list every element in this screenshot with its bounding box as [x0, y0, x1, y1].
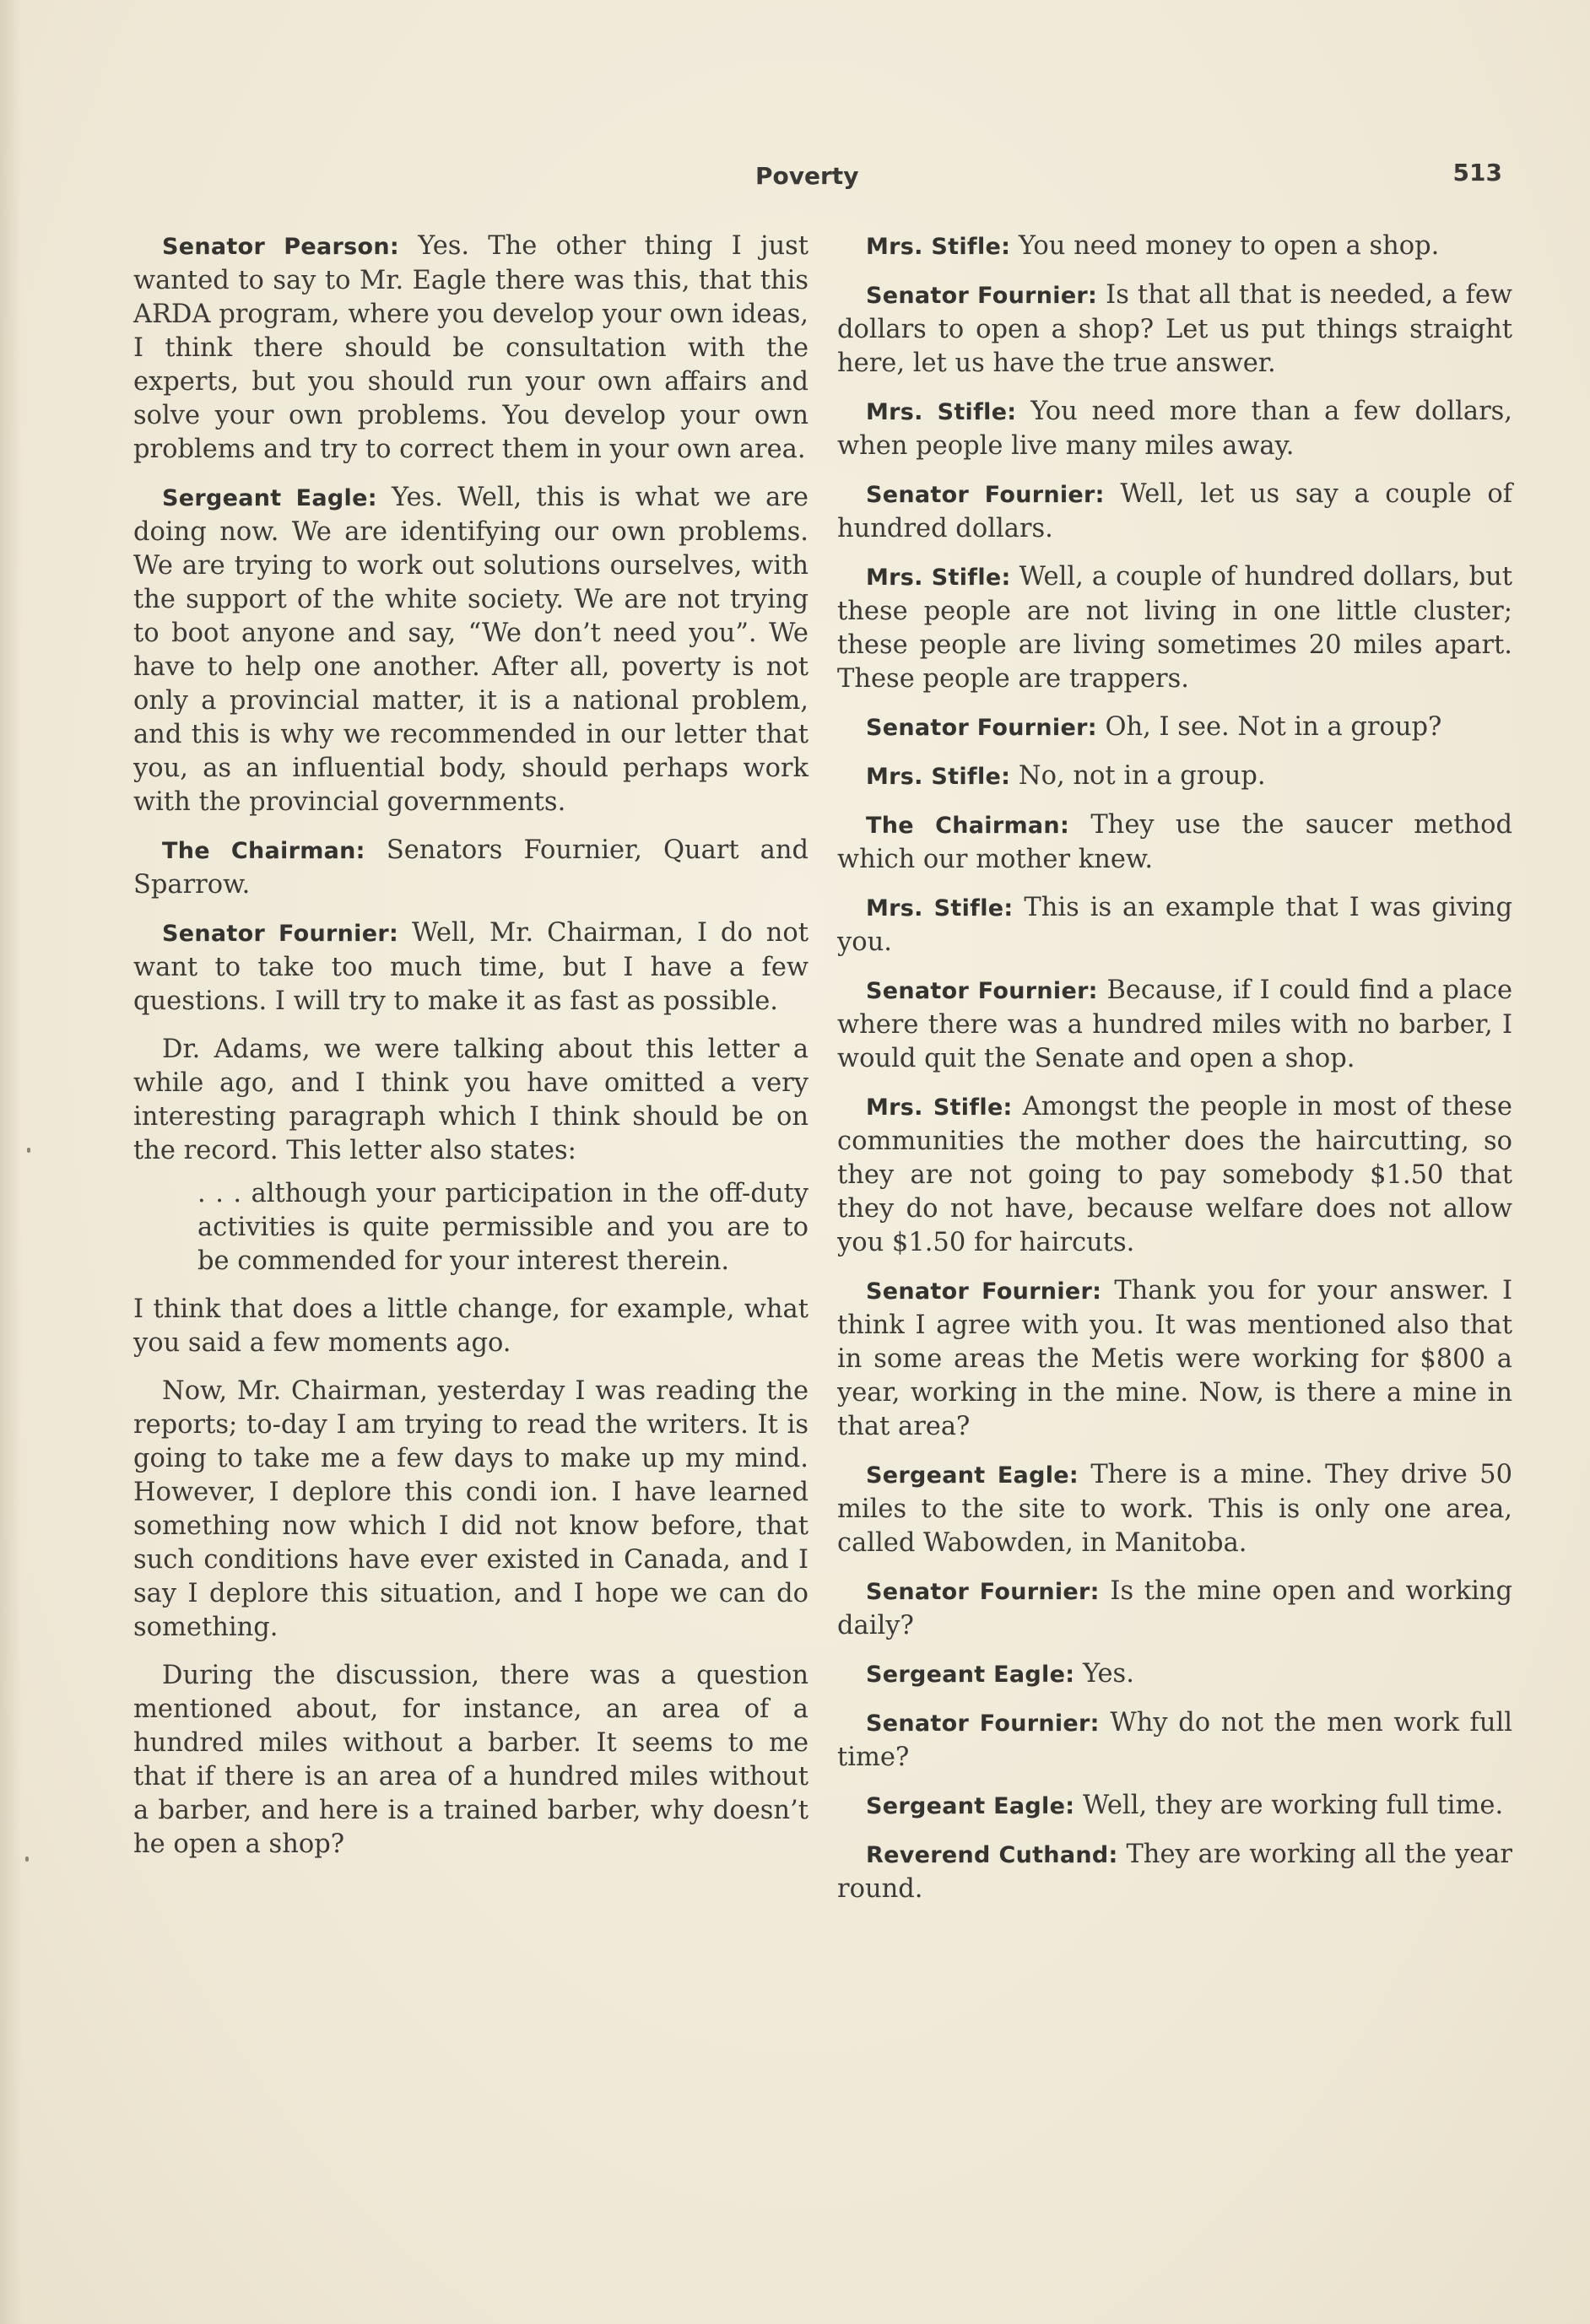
speech-text: Why do not the men work full time?	[837, 1708, 1512, 1772]
speech-text: Well, Mr. Chairman, I do not want to take too much time, but I have a few questions. I will try to make it as fast as possible.	[133, 918, 809, 1016]
speech-text: Amongst the people in most of these communities the mother does the haircutting, so they are not going to pay somebody $1.50 that they do not have, because welfare does not allow you $1.50 for haircuts.	[837, 1092, 1512, 1257]
speech-paragraph	[837, 230, 1512, 264]
speaker-name: Senator Fournier:	[866, 978, 1098, 1004]
speech-paragraph	[837, 808, 1512, 877]
speech-text: Thank you for your answer. I think I agree with you. It was mentioned also that in some areas the Metis were working for $800 a year, working in the mine. Now, is there a mine in that area?	[837, 1276, 1513, 1441]
speaker-name: Mrs. Stifle:	[866, 234, 1011, 260]
left-column	[133, 230, 809, 1876]
speech-text: Yes. The other thing I just wanted to say to Mr. Eagle there was this, that this ARDA program, where you develop your own ideas, I think there should be consultation with the experts, but you should run your own affairs and solve your own problems. You develop your own problems and try to correct them in your own area.	[133, 231, 809, 464]
block-quote: . . . although your participation in the off-duty activities is quite permissible and you are to be commended for your interest therein.	[197, 1179, 809, 1276]
speech-paragraph	[837, 891, 1512, 959]
page-gutter-shadow	[0, 0, 22, 2324]
speech-text: They are working all the year round.	[837, 1840, 1512, 1904]
speech-text: Well, a couple of hundred dollars, but these people are not living in one little cluster; these people are living sometimes 20 miles apart. These people are trappers.	[837, 562, 1512, 694]
speaker-name: Senator Fournier:	[866, 482, 1105, 508]
speaker-name: Mrs. Stifle:	[866, 764, 1011, 790]
speaker-name: Sergeant Eagle:	[162, 485, 377, 511]
margin-speck	[27, 1148, 30, 1153]
page-number: 513	[1452, 159, 1502, 186]
speech-paragraph	[837, 759, 1512, 794]
speech-paragraph	[133, 230, 809, 467]
speech-text: This is an example that I was giving you.	[837, 893, 1512, 957]
speaker-name: Senator Fournier:	[866, 283, 1098, 309]
speaker-name: Reverend Cuthand:	[866, 1842, 1118, 1868]
speech-paragraph	[133, 481, 809, 819]
right-column	[837, 230, 1512, 1921]
speech-text: Oh, I see. Not in a group?	[1096, 712, 1442, 742]
speech-text: They use the saucer method which our mother knew.	[837, 810, 1512, 874]
speech-text: No, not in a group.	[1010, 761, 1266, 791]
speech-paragraph	[133, 834, 809, 902]
speech-text: You need more than a few dollars, when people live many miles away.	[837, 397, 1512, 461]
speaker-name: Mrs. Stifle:	[866, 399, 1017, 425]
speech-paragraph	[837, 1090, 1512, 1260]
speaker-name: Senator Fournier:	[866, 1579, 1100, 1605]
speech-text: Is the mine open and working daily?	[837, 1576, 1513, 1640]
speaker-name: Senator Fournier:	[162, 921, 399, 947]
speaker-name: Mrs. Stifle:	[866, 895, 1014, 921]
speaker-name: Senator Fournier:	[866, 715, 1097, 741]
speech-paragraph	[837, 560, 1512, 696]
continuation-paragraph: During the discussion, there was a question mentioned about, for instance, an area of a hundred miles without a barber. It seems to me that if there is an area of a hundred miles without a barber, and here is a trained barber, why doesn’t he open a shop?	[133, 1661, 809, 1859]
speech-text: Because, if I could find a place where there was a hundred miles with no barber, I would quit the Senate and open a shop.	[837, 976, 1513, 1073]
speech-paragraph	[837, 1789, 1512, 1824]
speaker-name: Mrs. Stifle:	[866, 565, 1011, 591]
speech-paragraph	[837, 1458, 1512, 1560]
speaker-name: The Chairman:	[866, 813, 1070, 839]
margin-speck	[25, 1856, 29, 1862]
continuation-paragraph: Dr. Adams, we were talking about this letter a while ago, and I think you have omitted a very interesting paragraph which I think should be on the record. This letter also states:	[133, 1035, 809, 1165]
speech-text: Senators Fournier, Quart and Sparrow.	[133, 835, 809, 900]
continuation-paragraph: I think that does a little change, for example, what you said a few moments ago.	[133, 1294, 809, 1358]
speaker-name: Senator Pearson:	[162, 234, 399, 260]
speech-paragraph	[837, 478, 1512, 546]
speech-paragraph	[837, 278, 1512, 381]
speaker-name: Sergeant Eagle:	[866, 1462, 1079, 1489]
speech-paragraph	[837, 974, 1512, 1076]
speaker-name: Mrs. Stifle:	[866, 1094, 1013, 1121]
speaker-name: Sergeant Eagle:	[866, 1793, 1075, 1819]
speech-paragraph	[837, 1657, 1512, 1692]
speech-paragraph	[837, 395, 1512, 463]
speech-text: Is that all that is needed, a few dollars to open a shop? Let us put things straight here, let us have the true answer.	[837, 280, 1512, 378]
speech-text: Yes.	[1074, 1659, 1134, 1689]
speaker-name: Senator Fournier:	[866, 1711, 1100, 1737]
running-title: Poverty	[755, 162, 859, 190]
speech-text: Well, they are working full time.	[1074, 1791, 1504, 1820]
speech-text: There is a mine. They drive 50 miles to the site to work. This is only one area, called Wabowden, in Manitoba.	[837, 1460, 1512, 1558]
speech-paragraph	[837, 1274, 1512, 1444]
speech-text: Yes. Well, this is what we are doing now. We are identifying our own problems. We are trying to work out solutions ourselves, with the support of the white society. We are not trying to boot anyone and say, “We don’t need you”. We have to help one another. After all, poverty is not only a provincial matter, it is a national problem, and this is why we recommended in our letter that you, as an influential body, should perhaps work with the provincial governments.	[133, 483, 809, 817]
speech-paragraph	[837, 1706, 1512, 1775]
speech-paragraph	[133, 916, 809, 1019]
speaker-name: The Chairman:	[162, 838, 365, 864]
running-header	[127, 159, 1502, 192]
speech-text: Well, let us say a couple of hundred dollars.	[837, 479, 1512, 543]
continuation-paragraph: Now, Mr. Chairman, yesterday I was reading the reports; to-day I am trying to read the writers. It is going to take me a few days to make up my mind. However, I deplore this condi ion. I have learned something now which I did not know before, that such conditions have ever existed in Canada, and I say I deplore this situation, and I hope we can do something.	[133, 1376, 809, 1642]
speech-paragraph	[837, 1838, 1512, 1906]
speech-paragraph	[837, 711, 1512, 745]
speech-paragraph	[837, 1575, 1512, 1643]
speaker-name: Sergeant Eagle:	[866, 1662, 1075, 1688]
speaker-name: Senator Fournier:	[866, 1278, 1102, 1305]
speech-text: You need money to open a shop.	[1010, 231, 1440, 261]
